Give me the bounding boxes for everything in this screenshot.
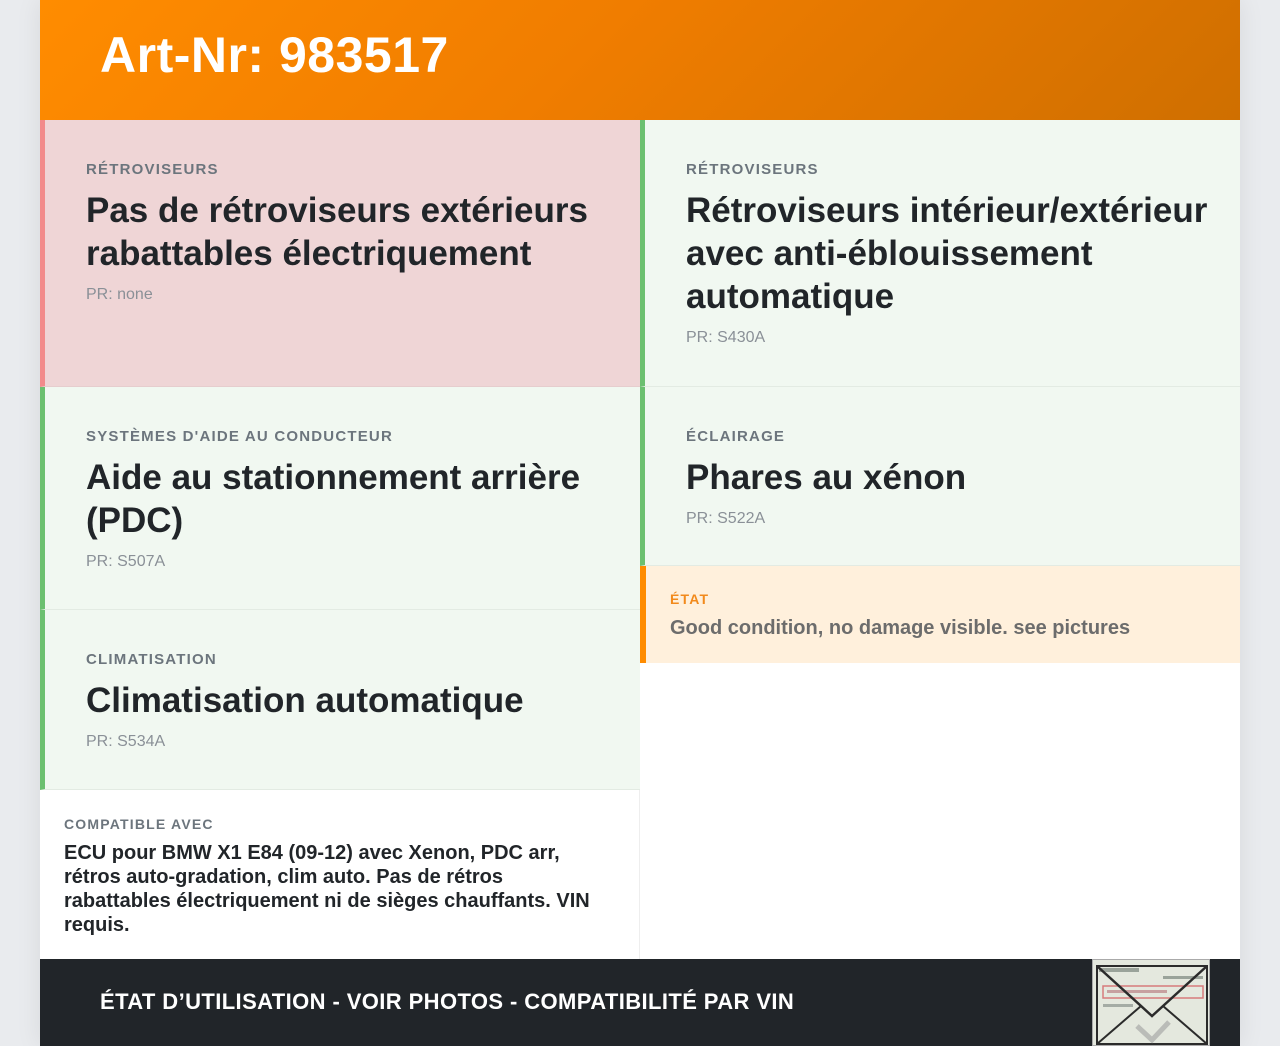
feature-card-parking-assist	[40, 387, 640, 610]
envelope-photo-icon[interactable]	[1092, 959, 1210, 1046]
compatibility-label: COMPATIBLE AVEC	[64, 816, 214, 832]
envelope-photo-graphic	[1093, 960, 1210, 1046]
condition-text: Good condition, no damage visible. see pictures	[670, 617, 1131, 639]
feature-title: Climatisation automatique	[86, 681, 524, 720]
feature-pr-code: PR: none	[86, 286, 153, 303]
condition-label: ÉTAT	[670, 591, 710, 607]
header-banner	[40, 0, 1240, 120]
feature-title: Pas de rétroviseurs extérieurs rabattables électriquement	[86, 191, 588, 273]
feature-pr-code: PR: S430A	[686, 329, 766, 346]
feature-category: RÉTROVISEURS	[86, 161, 219, 178]
feature-title: Phares au xénon	[686, 458, 967, 497]
feature-pr-code: PR: S534A	[86, 733, 166, 750]
feature-title: Rétroviseurs intérieur/extérieur avec anti-éblouissement automatique	[686, 191, 1208, 316]
footer-tagline: ÉTAT D’UTILISATION - VOIR PHOTOS - COMPATIBILITÉ PAR VIN	[100, 989, 795, 1014]
compatibility-text: ECU pour BMW X1 E84 (09-12) avec Xenon, PDC arr, rétros auto-gradation, clim auto. Pas de rétros rabattables électriquement ni de sièges chauffants. VIN requis.	[64, 842, 590, 936]
feature-card-climate-control	[40, 610, 640, 790]
footer-bar	[40, 959, 1240, 1046]
feature-category: ÉCLAIRAGE	[686, 428, 786, 445]
feature-card-xenon-headlights	[640, 387, 1240, 566]
feature-card-auto-dimming-mirrors	[640, 120, 1240, 387]
feature-category: SYSTÈMES D'AIDE AU CONDUCTEUR	[86, 428, 393, 445]
condition-panel	[640, 566, 1240, 663]
page	[40, 0, 1240, 1046]
compatibility-panel	[40, 790, 640, 959]
feature-category: RÉTROVISEURS	[686, 161, 819, 178]
feature-title: Aide au stationnement arrière (PDC)	[86, 458, 581, 540]
feature-category: CLIMATISATION	[86, 651, 217, 668]
feature-pr-code: PR: S507A	[86, 553, 166, 570]
feature-pr-code: PR: S522A	[686, 510, 766, 527]
article-number-title: Art-Nr: 983517	[100, 27, 449, 83]
feature-card-no-folding-mirrors	[40, 120, 640, 387]
